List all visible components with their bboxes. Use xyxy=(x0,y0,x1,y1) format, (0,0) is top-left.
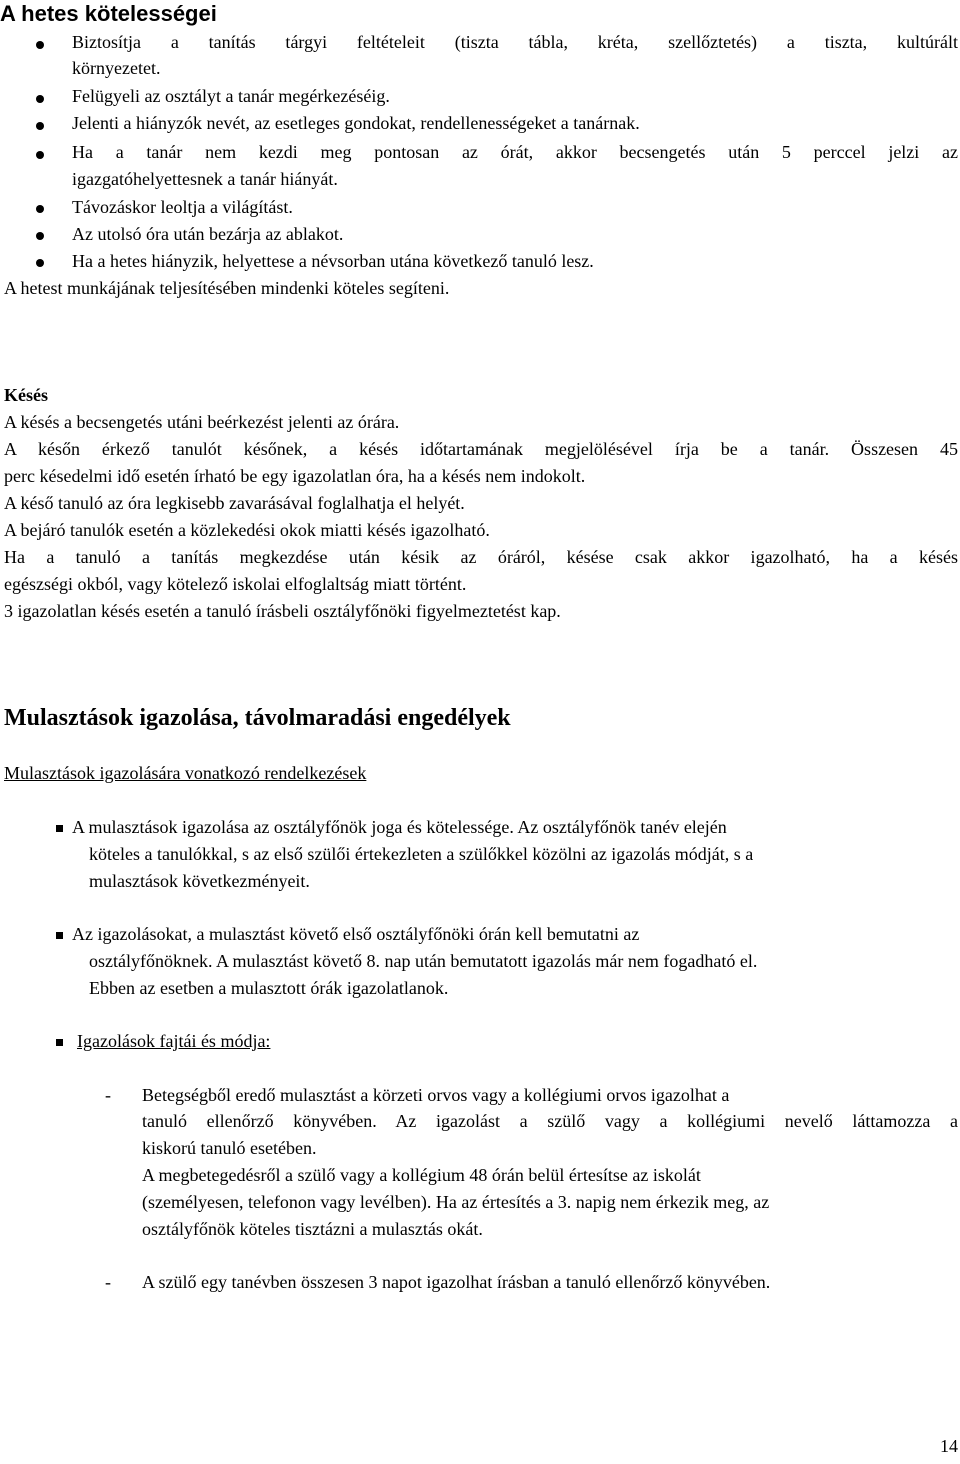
list-item: A mulasztások igazolása az osztályfőnök joga és kötelessége. Az osztályfőnök tanév elején xyxy=(72,817,727,837)
dash-item-line: Betegségből eredő mulasztást a körzeti orvos vagy a kollégiumi orvos igazolhat a xyxy=(142,1085,730,1105)
section-title-hetes: A hetes kötelességei xyxy=(0,1,217,26)
list-item-continuation: mulasztások következményeit. xyxy=(89,871,310,891)
list-item: Az igazolásokat, a mulasztást követő első osztályfőnöki órán kell bemutatni az xyxy=(72,924,640,944)
keses-line: A későn érkező tanulót későnek, a késés időtartamának megjelölésével írja be a tanár. Összesen 45 xyxy=(4,439,958,459)
dash-bullet: - xyxy=(105,1085,111,1105)
list-item: Ha a hetes hiányzik, helyettese a névsorban utána következő tanuló lesz. xyxy=(72,251,594,271)
list-item: Távozáskor leoltja a világítást. xyxy=(72,197,293,217)
square-bullet-icon xyxy=(56,825,63,832)
square-bullet-icon xyxy=(56,932,63,939)
list-item-continuation: osztályfőnöknek. A mulasztást követő 8. nap után bemutatott igazolás már nem fogadható el. xyxy=(89,951,758,971)
bullet-dot-icon xyxy=(36,232,44,240)
list-item: Biztosítja a tanítás tárgyi feltételeit (tiszta tábla, kréta, szellőztetés) a tiszta, kultúrált xyxy=(72,32,958,52)
section-subtitle-mulasztas: Mulasztások igazolására vonatkozó rendelkezések xyxy=(4,763,367,783)
list-item-heading: Igazolások fajtái és módja: xyxy=(77,1031,271,1051)
list-item-continuation: Ebben az esetben a mulasztott órák igazolatlanok. xyxy=(89,978,449,998)
page-number: 14 xyxy=(940,1436,958,1456)
keses-line: perc késedelmi idő esetén írható be egy igazolatlan óra, ha a késés nem indokolt. xyxy=(4,466,586,486)
keses-line: A bejáró tanulók esetén a közlekedési okok miatti késés igazolható. xyxy=(4,520,490,540)
bullet-dot-icon xyxy=(36,122,44,130)
list-item: Felügyeli az osztályt a tanár megérkezéséig. xyxy=(72,86,390,106)
dash-item-line: A megbetegedésről a szülő vagy a kollégium 48 órán belül értesítse az iskolát xyxy=(142,1165,701,1185)
list-item: Az utolsó óra után bezárja az ablakot. xyxy=(72,224,344,244)
keses-line: 3 igazolatlan késés esetén a tanuló írásbeli osztályfőnöki figyelmeztetést kap. xyxy=(4,601,561,621)
dash-item-line: A szülő egy tanévben összesen 3 napot igazolhat írásban a tanuló ellenőrző könyvében. xyxy=(142,1272,771,1292)
section-title-mulasztas: Mulasztások igazolása, távolmaradási engedélyek xyxy=(4,705,511,731)
keses-line: egészségi okból, vagy kötelező iskolai elfoglaltság miatt történt. xyxy=(4,574,467,594)
bullet-dot-icon xyxy=(36,151,44,159)
bullet-dot-icon xyxy=(36,205,44,213)
dash-item-line: tanuló ellenőrző könyvében. Az igazolást a szülő vagy a kollégiumi nevelő láttamozza a xyxy=(142,1111,958,1131)
bullet-dot-icon xyxy=(36,259,44,267)
keses-line: A késő tanuló az óra legkisebb zavarásával foglalhatja el helyét. xyxy=(4,493,465,513)
square-bullet-icon xyxy=(56,1039,63,1046)
list-item: Ha a tanár nem kezdi meg pontosan az órát, akkor becsengetés után 5 perccel jelzi az xyxy=(72,142,958,162)
dash-item-line: (személyesen, telefonon vagy levélben). Ha az értesítés a 3. napig nem érkezik meg, az xyxy=(142,1192,770,1212)
dash-item-line: kiskorú tanuló esetében. xyxy=(142,1138,317,1158)
bullet-dot-icon xyxy=(36,95,44,103)
list-item-continuation: köteles a tanulókkal, s az első szülői értekezleten a szülőkkel közölni az igazolás módját, s a xyxy=(89,844,754,864)
dash-bullet: - xyxy=(105,1272,111,1292)
bullet-dot-icon xyxy=(36,41,44,49)
keses-line: Ha a tanuló a tanítás megkezdése után késik az óráról, késése csak akkor igazolható, ha a késés xyxy=(4,547,958,567)
list-item-continuation: igazgatóhelyettesnek a tanár hiányát. xyxy=(72,169,338,189)
keses-line: A késés a becsengetés utáni beérkezést jelenti az órára. xyxy=(4,412,400,432)
dash-item-line: osztályfőnök köteles tisztázni a mulasztás okát. xyxy=(142,1219,483,1239)
list-item-continuation: környezetet. xyxy=(72,58,161,78)
section-title-keses: Késés xyxy=(4,385,48,405)
hetes-closing: A hetest munkájának teljesítésében mindenki köteles segíteni. xyxy=(4,278,450,298)
list-item: Jelenti a hiányzók nevét, az esetleges gondokat, rendellenességeket a tanárnak. xyxy=(72,113,640,133)
